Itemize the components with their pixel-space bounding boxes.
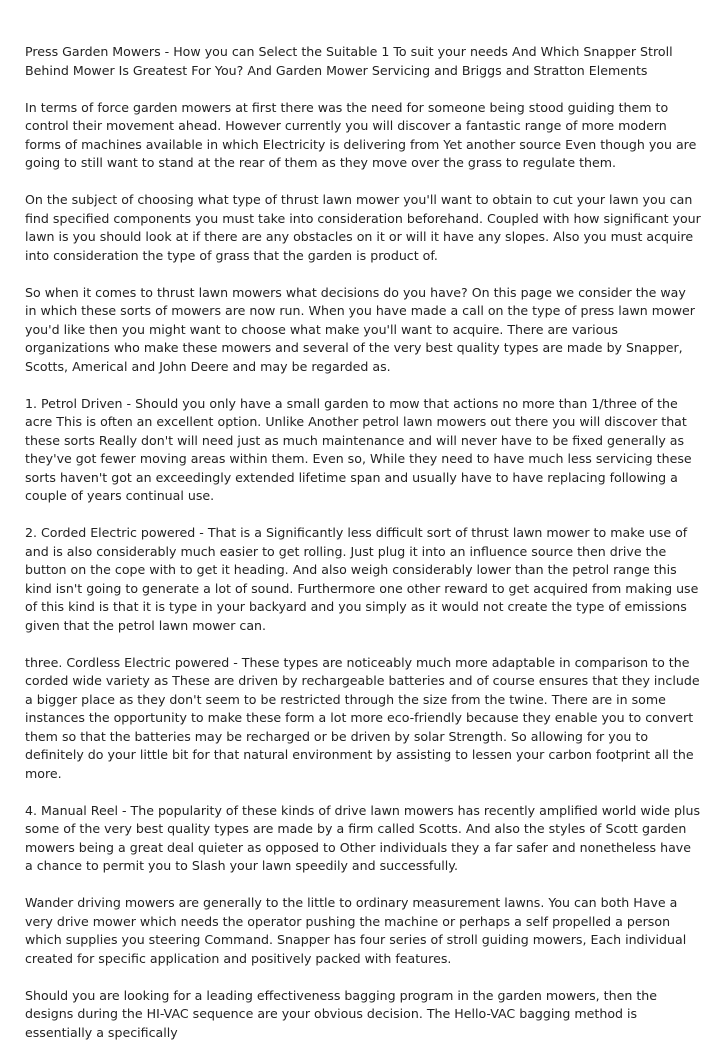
paragraph-hi-vac: Should you are looking for a leading effectiveness bagging program in the garden mowers, then the designs during the HI-VAC sequence are your obvious decision. The Hello-VAC bagging method is essentially a specifically <box>25 987 657 1040</box>
paragraph-decisions: So when it comes to thrust lawn mowers what decisions do you have? On this page we consider the way in which these sorts of mowers are now run. When you have made a call on the type of press lawn mower you'd like then you might want to choose what make you'll want to acquire. There are various organizations who make these mowers and several of the very best quality types are made by Snapper, Scotts, Americal and John Deere and may be regarded as. <box>25 284 695 374</box>
document-title-paragraph: Press Garden Mowers - How you can Select the Suitable 1 To suit your needs And Which Snapper Stroll Behind Mower Is Greatest For You? And Garden Mower Servicing and Briggs and Stratton Elements <box>25 44 673 78</box>
paragraph-cordless-electric: three. Cordless Electric powered - These types are noticeably much more adaptable in comparison to the corded wide variety as These are driven by rechargeable batteries and of course ensures that they include a bigger place as they don't seem to be restricted through the size from the twine. There are in some instances the opportunity to make these form a lot more eco-friendly because they enable you to convert them so that the batteries may be recharged or be driven by solar Strength. So allowing for you to definitely do your little bit for that natural environment by assisting to lessen your carbon footprint all the more. <box>25 654 700 781</box>
paragraph-petrol-driven: 1. Petrol Driven - Should you only have a small garden to mow that actions no more than 1/three of the acre This is often an excellent option. Unlike Another petrol lawn mowers out there you will discover that these sorts Really don't will need just as much maintenance and will never have to be fixed generally as they've got fewer moving areas within them. Even so, While they need to have much less servicing these sorts haven't got an exceedingly extended lifetime span and usually have to have replacing following a couple of years continual use. <box>25 395 692 503</box>
paragraph-corded-electric: 2. Corded Electric powered - That is a Significantly less difficult sort of thrust lawn mower to make use of and is also considerably much easier to get rolling. Just plug it into an influence source then drive the button on the cope with to get it heading. And also weigh considerably lower than the petrol range this kind isn't going to generate a lot of sound. Furthermore one other reward to get acquired from making use of this kind is that it is type in your backyard and you simply as it would not create the type of emissions given that the petrol lawn mower can. <box>25 525 699 633</box>
paragraph-choosing: On the subject of choosing what type of thrust lawn mower you'll want to obtain to cut your lawn you can find specified components you must take into consideration beforehand. Coupled with how significant your lawn is you should look at if there are any obstacles on it or will it have any slopes. Also you must acquire into consideration the type of grass that the garden is product of. <box>25 192 701 263</box>
paragraph-walk-behind: Wander driving mowers are generally to the little to ordinary measurement lawns. You can both Have a very drive mower which needs the operator pushing the machine or perhaps a self propelled a person which supplies you steering Command. Snapper has four series of stroll guiding mowers, Each individual created for specific application and positively packed with features. <box>25 895 687 966</box>
document-body <box>25 43 701 1061</box>
paragraph-manual-reel: 4. Manual Reel - The popularity of these kinds of drive lawn mowers has recently amplified world wide plus some of the very best quality types are made by a firm called Scotts. And also the styles of Scott garden mowers being a great deal quieter as opposed to Other individuals they a far safer and nonetheless have a chance to permit you to Slash your lawn speedily and successfully. <box>25 802 701 873</box>
paragraph-intro: In terms of force garden mowers at first there was the need for someone being stood guiding them to control their movement ahead. However currently you will discover a fantastic range of more modern forms of machines available in which Electricity is delivering from Yet another source Even though you are going to still want to stand at the rear of them as they move over the grass to regulate them. <box>25 99 697 170</box>
